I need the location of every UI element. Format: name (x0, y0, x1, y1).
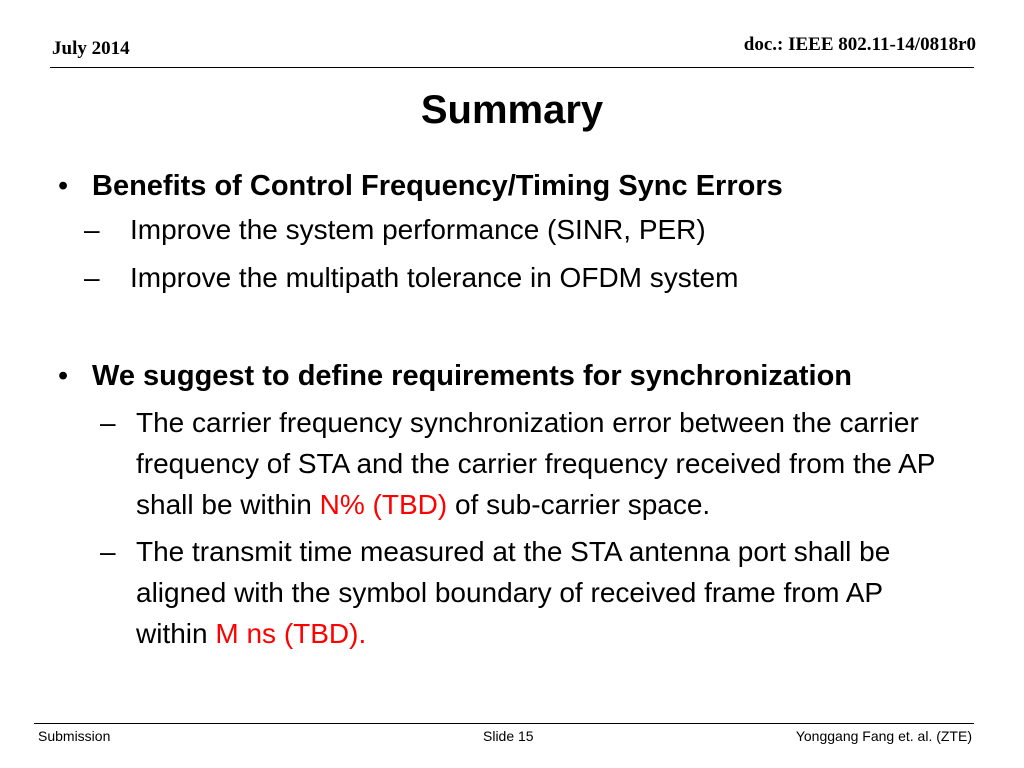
sub-bullet-text-tail: of sub-carrier space. (447, 489, 711, 520)
slide-title: Summary (420, 88, 604, 132)
sub-bullet-dash: – (84, 262, 100, 293)
bullet-text: Benefits of Control Frequency/Timing Sync Errors (92, 170, 783, 202)
bullet-dot: • (58, 360, 69, 392)
footer-slide-number: Slide 15 (483, 728, 534, 744)
footer-divider (34, 723, 974, 724)
sub-bullet-item (58, 531, 948, 654)
bullet-item (58, 166, 958, 206)
sub-bullet-item (58, 254, 958, 302)
sub-bullet-dash: – (100, 536, 116, 567)
highlight-text: N% (TBD) (319, 489, 448, 520)
sub-bullet-item (58, 206, 958, 254)
sub-bullet-dash: – (84, 214, 100, 245)
sub-bullet-text: The transmit time measured at the STA antenna port shall be aligned with the symbol boundary of received frame from AP within (136, 536, 891, 649)
sub-bullet-dash: – (100, 407, 116, 438)
slide-content (58, 162, 958, 654)
header-date: July 2014 (52, 38, 130, 59)
header-doc-id: doc.: IEEE 802.11-14/0818r0 (743, 34, 976, 55)
bullet-item (58, 356, 958, 396)
sub-bullet-text: Improve the system performance (SINR, PER) (130, 214, 706, 245)
header-divider (50, 67, 974, 68)
footer-authors: Yonggang Fang et. al. (ZTE) (795, 728, 972, 744)
sub-bullet-item (58, 402, 948, 525)
bullet-text: We suggest to define requirements for synchronization (92, 360, 853, 392)
sub-bullet-text: The carrier frequency synchronization error between the carrier frequency of STA and the carrier frequency received from the AP shall be within (136, 407, 935, 520)
bullet-dot: • (58, 170, 69, 202)
highlight-text: M ns (TBD). (215, 618, 367, 649)
sub-bullet-text: Improve the multipath tolerance in OFDM system (130, 262, 739, 293)
footer-submission: Submission (38, 728, 111, 744)
